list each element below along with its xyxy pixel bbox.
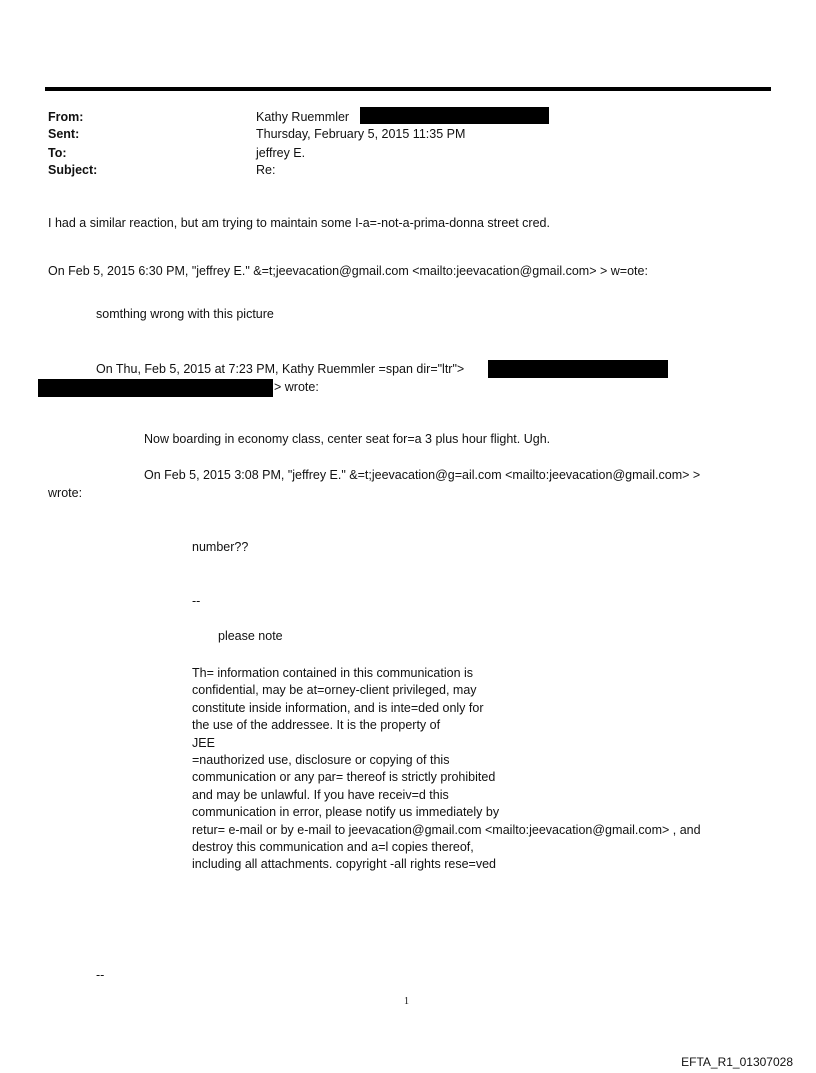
disclaimer-line: retur= e-mail or by e-mail to jeevacation@gmail.com <mailto:jeevacation@gmail.com> , and [192,822,701,837]
quote2-text: Now boarding in economy class, center seat for=a 3 plus hour flight. Ugh. [144,432,551,446]
disclaimer-line: =nauthorized use, disclosure or copying of this [192,753,450,768]
subject-value: Re: [256,163,276,177]
quote2-header: On Thu, Feb 5, 2015 at 7:23 PM, Kathy Ruemmler =span dir="ltr"> [96,362,465,376]
disclaimer-line: JEE [192,735,215,750]
disclaimer-line: and may be unlawful. If you have receiv=d this [192,787,449,802]
redaction-block [360,107,549,124]
subject-label: Subject: [48,163,98,177]
disclaimer-line: including all attachments. copyright -all rights rese=ved [192,857,496,872]
disclaimer-line: the use of the addressee. It is the property of [192,718,441,733]
to-label: To: [48,146,67,160]
to-value: jeffrey E. [256,146,306,160]
bottom-dashes: -- [96,968,105,982]
sent-value: Thursday, February 5, 2015 11:35 PM [256,127,466,141]
page-number: 1 [404,996,409,1007]
disclaimer-line: communication in error, please notify us immediately by [192,805,500,820]
header-rule [45,87,771,91]
disclaimer [192,665,701,874]
quote3-header-cont: wrote: [48,486,83,500]
disclaimer-line: communication or any par= thereof is strictly prohibited [192,770,496,785]
redaction-block [488,360,668,378]
bates-number: EFTA_R1_01307028 [681,1055,793,1069]
reply-text: I had a similar reaction, but am trying to maintain some I-a=-not-a-prima-donna street cred. [48,216,550,230]
signature-dashes: -- [192,594,201,608]
please-note: please note [218,629,283,643]
quote3-text: number?? [192,540,249,554]
from-label: From: [48,110,84,124]
quote2-header-cont: > wrote: [274,380,319,394]
disclaimer-line: destroy this communication and a=l copies thereof, [192,840,474,855]
disclaimer-line: Th= information contained in this communication is [192,666,474,680]
disclaimer-line: constitute inside information, and is inte=ded only for [192,700,484,715]
from-value: Kathy Ruemmler [256,110,350,124]
redaction-block [38,379,273,397]
quote1-header: On Feb 5, 2015 6:30 PM, "jeffrey E." &=t;jeevacation@gmail.com <mailto:jeevacation@gmail.com> > w=ote: [48,264,648,278]
sent-label: Sent: [48,127,80,141]
disclaimer-line: confidential, may be at=orney-client privileged, may [192,683,477,698]
quote1-text: somthing wrong with this picture [96,307,274,321]
quote3-header: On Feb 5, 2015 3:08 PM, "jeffrey E." &=t;jeevacation@g=ail.com <mailto:jeevacation@gmail.com> > [144,468,701,482]
